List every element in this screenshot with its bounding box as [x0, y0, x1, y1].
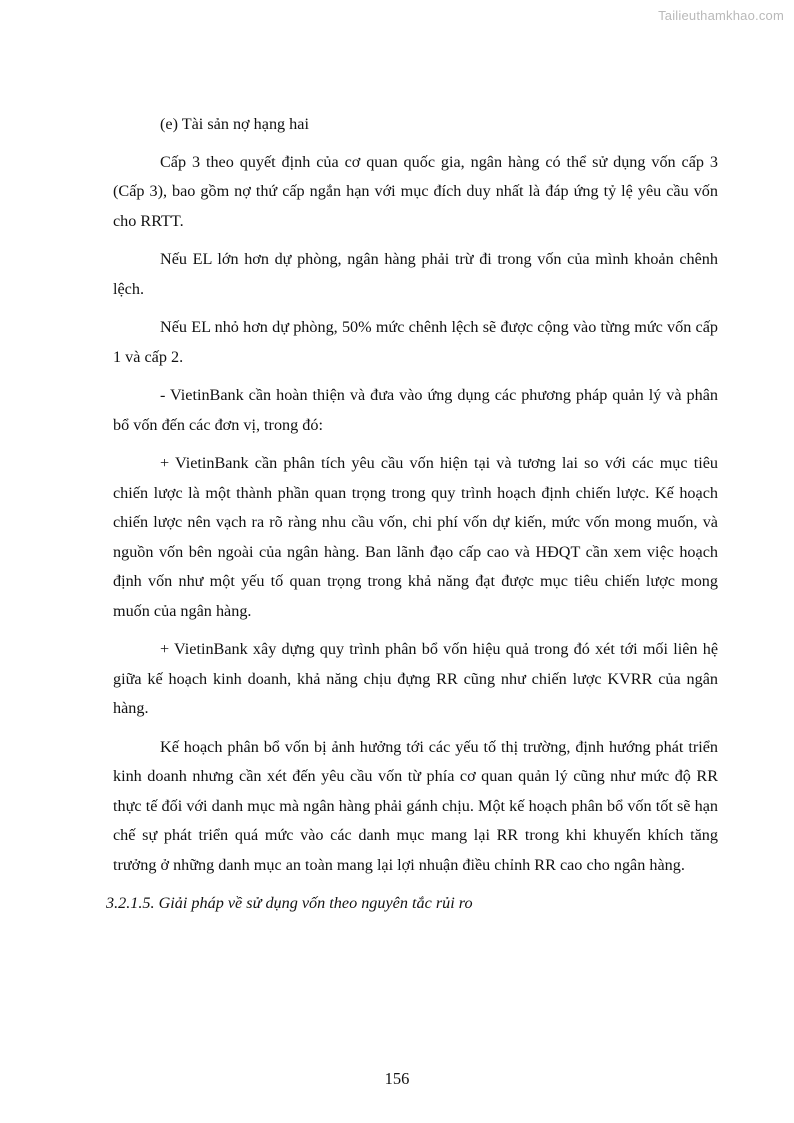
watermark: Tailieuthamkhao.com — [658, 8, 784, 23]
paragraph-el-nho-hon: Nếu EL nhỏ hơn dự phòng, 50% mức chênh lệch sẽ được cộng vào từng mức vốn cấp 1 và cấp 2. — [113, 318, 718, 366]
document-body — [106, 110, 718, 928]
paragraph-vietinbank-hoan-thien: - VietinBank cần hoàn thiện và đưa vào ứng dụng các phương pháp quản lý và phân bổ vốn đến các đơn vị, trong đó: — [113, 386, 718, 434]
paragraph-el-lon-hon: Nếu EL lớn hơn dự phòng, ngân hàng phải trừ đi trong vốn của mình khoản chênh lệch. — [113, 250, 718, 298]
paragraph-vietinbank-xay-dung: + VietinBank xây dựng quy trình phân bổ vốn hiệu quả trong đó xét tới mối liên hệ giữa kế hoạch kinh doanh, khả năng chịu đựng RR cũng như chiến lược KVRR của ngân hàng. — [113, 640, 718, 717]
paragraph-ke-hoach-phan-bo: Kế hoạch phân bổ vốn bị ảnh hưởng tới các yếu tố thị trường, định hướng phát triển kinh doanh nhưng cần xét đến yêu cầu vốn từ phía cơ quan quản lý cũng như mức độ RR thực tế đối với danh mục mà ngân hàng phải gánh chịu. Một kế hoạch phân bổ vốn tốt sẽ hạn chế sự phát triển quá mức vào các danh mục mang lại RR trong khi khuyến khích tăng trưởng ở những danh mục an toàn mang lại lợi nhuận điều chỉnh RR cao cho ngân hàng. — [113, 737, 718, 874]
section-heading: 3.2.1.5. Giải pháp về sử dụng vốn theo nguyên tắc rủi ro — [106, 894, 473, 912]
paragraph-cap-3: Cấp 3 theo quyết định của cơ quan quốc gia, ngân hàng có thể sử dụng vốn cấp 3 (Cấp 3), bao gồm nợ thứ cấp ngắn hạn với mục đích duy nhất là đáp ứng tỷ lệ yêu cầu vốn cho RRTT. — [113, 152, 718, 230]
page-number: 156 — [384, 1069, 410, 1088]
paragraph-vietinbank-phan-tich: + VietinBank cần phân tích yêu cầu vốn hiện tại và tương lai so với các mục tiêu chiến lược là một thành phần quan trọng trong quy trình hoạch định chiến lược. Kế hoạch chiến lược nên vạch ra rõ ràng nhu cầu vốn, chi phí vốn dự kiến, mức vốn mong muốn, và nguồn vốn bên ngoài của ngân hàng. Ban lãnh đạo cấp cao và HĐQT cần xem việc hoạch định vốn như một yếu tố quan trọng trong khả năng đạt được mục tiêu chiến lược mong muốn của ngân hàng. — [113, 454, 718, 620]
paragraph-tai-san-no-hang-hai: (e) Tài sản nợ hạng hai — [160, 115, 309, 133]
